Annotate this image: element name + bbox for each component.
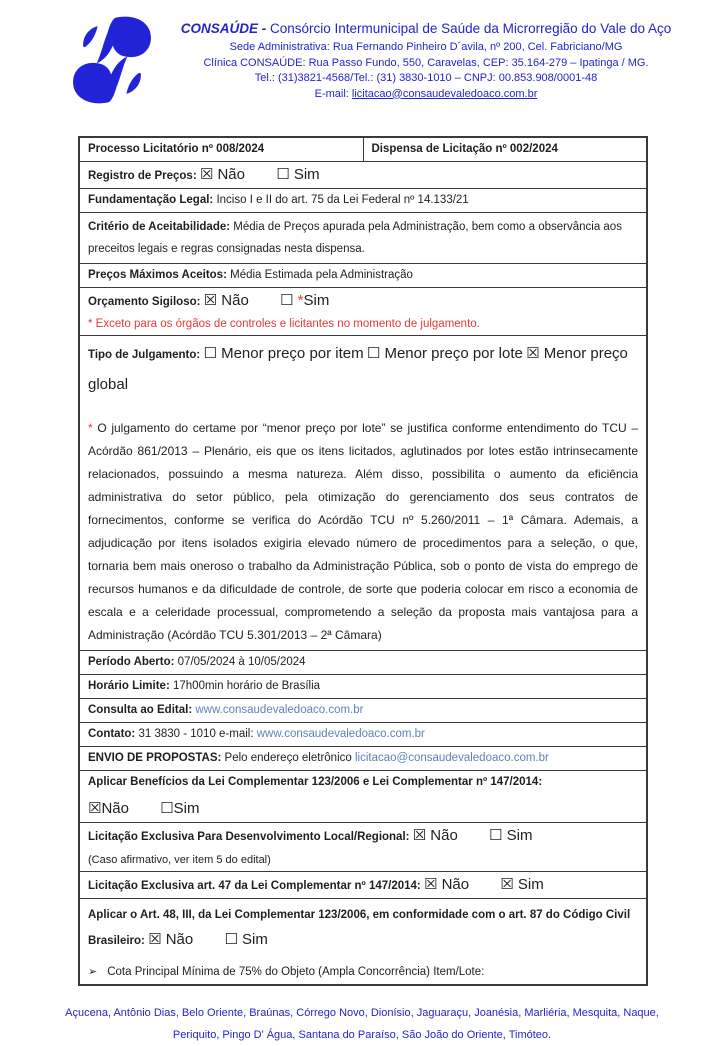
row-horario-limite: [79, 675, 647, 699]
justification-text: O julgamento do certame por “menor preço por lote” se justifica conforme entendimento do TCU – Acórdão 861/2013 – Plenário, eis que os itens licitados, aglutinados por lotes estão intrinsecamente relacionados, possuindo a mesma natureza. Além disso, possibilita o aumento da eficiência administrativa do setor público, pela otimização do gerenciamento dos seus contratos de fornecimentos, conforme se verifica do Acórdão TCU nº 5.260/2011 – 1ª Câmara. Ademais, a adjudicação por itens isolados exigiria elevado número de procedimentos para a seleção, o que, tornaria bem mais oneroso o trabalho da Administração Pública, sob o ponto de vista do emprego de recursos humanos e da dificuldade de controle, de sorte que poderia colocar em risco a economia de escala e a celeridade processual, comprometendo a seleção da proposta mais vantajosa para a Administração (Acórdão TCU 5.301/2013 – 2ª Câmara): [88, 421, 638, 642]
art48-nao-checkbox: ☒ Não: [148, 931, 194, 948]
fundamentacao-label: Fundamentação Legal:: [88, 194, 214, 206]
envio-propostas-cell: [79, 747, 647, 771]
consulta-label: Consulta ao Edital:: [88, 704, 193, 716]
justification-star: *: [88, 421, 93, 435]
orcamento-sim-checkbox: [280, 292, 329, 309]
periodo-aberto-cell: [79, 651, 647, 675]
sim-checkbox-glyph: ☐: [280, 292, 294, 309]
arrowhead-bullet-icon: ➢: [88, 966, 98, 978]
fundamentacao-value: Inciso I e II do art. 75 da Lei Federal nº 14.133/21: [216, 194, 469, 206]
beneficios-nao-checkbox: ☒Não: [88, 800, 129, 817]
dispensa-licitacao-cell: Dispensa de Licitação nº 002/2024: [363, 137, 647, 162]
art48-label: Aplicar o Art. 48, III, da Lei Complementar 123/2006, em conformidade com o art. 87 do Código Civil Brasileiro:: [88, 909, 631, 947]
row-orcamento-sigiloso: [79, 288, 647, 336]
julgamento-option-lote: ☐ Menor preço por lote: [366, 345, 523, 362]
exclusiva-local-sim-checkbox: ☐ Sim: [489, 827, 533, 844]
orcamento-sigiloso-cell: [79, 288, 647, 336]
horario-value: 17h00min horário de Brasília: [173, 680, 321, 692]
orcamento-red-note: * Exceto para os órgãos de controles e licitantes no momento de julgamento.: [88, 318, 480, 330]
exclusiva-local-note: (Caso afirmativo, ver item 5 do edital): [88, 854, 271, 866]
row-exclusiva-local: [79, 823, 647, 872]
processo-licitatorio-cell: Processo Licitatório nº 008/2024: [79, 137, 363, 162]
row-criterio-aceitabilidade: [79, 213, 647, 264]
row-registro-precos: [79, 162, 647, 189]
registro-precos-cell: [79, 162, 647, 189]
contato-cell: [79, 723, 647, 747]
row-periodo-aberto: [79, 651, 647, 675]
art48-cell: [79, 899, 647, 986]
horario-limite-cell: [79, 675, 647, 699]
consulta-edital-link[interactable]: www.consaudevaledoaco.com.br: [195, 704, 364, 716]
exclusiva-local-label: Licitação Exclusiva Para Desenvolvimento Local/Regional:: [88, 831, 410, 843]
registro-nao-checkbox: ☒ Não: [199, 166, 245, 183]
criterio-label: Critério de Aceitabilidade:: [88, 221, 231, 233]
exclusiva-art47-sim-checkbox: ☒ Sim: [500, 876, 544, 893]
art48-sim-checkbox: ☐ Sim: [224, 931, 268, 948]
row-tipo-julgamento: [79, 336, 647, 651]
consulta-edital-cell: [79, 699, 647, 723]
beneficios-options-line: [88, 799, 638, 819]
org-address-line1: Sede Administrativa: Rua Fernando Pinheiro D´avila, nº 200, Cel. Fabriciano/MG: [229, 41, 623, 53]
orcamento-options-line: [88, 291, 638, 311]
exclusiva-local-cell: [79, 823, 647, 872]
row-exclusiva-art47: [79, 872, 647, 899]
org-address-line2: Clínica CONSAÚDE: Rua Passo Fundo, 550, Caravelas, CEP: 35.164-279 – Ipatinga / MG.: [203, 56, 649, 69]
contato-site-link[interactable]: www.consaudevaledoaco.com.br: [256, 728, 425, 740]
org-phones-line: Tel.: (31)3821-4568/Tel.: (31) 3830-1010 – CNPJ: 00.853.908/0001-48: [254, 72, 598, 84]
julgamento-option-global: ☒ Menor preço global: [88, 345, 628, 393]
beneficios-cell: [79, 771, 647, 823]
org-name: CONSAÚDE -: [180, 21, 267, 36]
exclusiva-art47-label: Licitação Exclusiva art. 47 da Lei Complementar nº 147/2014:: [88, 880, 421, 892]
fundamentacao-legal-cell: [79, 189, 647, 213]
beneficios-sim-checkbox: ☐Sim: [160, 800, 200, 817]
precos-maximos-cell: [79, 264, 647, 288]
cota-principal-line: [88, 964, 638, 981]
org-email-line: [168, 87, 684, 103]
row-consulta-edital: [79, 699, 647, 723]
beneficios-label: Aplicar Benefícios da Lei Complementar 123/2006 e Lei Complementar nº 147/2014:: [88, 776, 543, 788]
tipo-julgamento-cell: [79, 336, 647, 651]
periodo-label: Período Aberto:: [88, 656, 175, 668]
envio-label: ENVIO DE PROPOSTAS:: [88, 752, 222, 764]
procurement-table: [78, 136, 648, 986]
footer-municipalities: Açucena, Antônio Dias, Belo Oriente, Braúnas, Córrego Novo, Dionísio, Jaguaraçu, Joanésia, Marliéria, Mesquita, Naque, Periquito, Pingo D' Água, Santana do Paraíso, São João do Oriente, Timóteo.: [65, 1007, 659, 1041]
envio-email-link[interactable]: licitacao@consaudevaledoaco.com.br: [354, 752, 549, 764]
envio-value: Pelo endereço eletrônico: [224, 752, 352, 764]
email-label: E-mail:: [314, 87, 349, 100]
row-processo-dispensa: [79, 137, 647, 162]
email-link[interactable]: licitacao@consaudevaledoaco.com.br: [351, 87, 538, 100]
julgamento-options-line: [88, 339, 638, 401]
julgamento-label: Tipo de Julgamento:: [88, 349, 201, 361]
letterhead-text: [168, 16, 684, 102]
row-beneficios-lc123: [79, 771, 647, 823]
contato-value: 31 3830 - 1010 e-mail:: [138, 728, 254, 740]
criterio-cell: [79, 213, 647, 264]
cota-principal-text: Cota Principal Mínima de 75% do Objeto (Ampla Concorrência) Item/Lote:: [107, 966, 485, 978]
periodo-value: 07/05/2024 à 10/05/2024: [177, 656, 306, 668]
horario-label: Horário Limite:: [88, 680, 170, 692]
precos-maximos-label: Preços Máximos Aceitos:: [88, 269, 227, 281]
criterio-value: Média de Preços apurada pela Administração, bem como a observância aos preceitos legais e regras consignadas nesta dispensa.: [88, 221, 622, 255]
row-art48: [79, 899, 647, 986]
orcamento-label: Orçamento Sigiloso:: [88, 296, 201, 308]
row-precos-maximos: [79, 264, 647, 288]
sim-star: *: [297, 292, 304, 309]
org-description: Consórcio Intermunicipal de Saúde da Microrregião do Vale do Aço: [270, 21, 672, 36]
registro-sim-checkbox: ☐ Sim: [276, 166, 320, 183]
exclusiva-art47-cell: [79, 872, 647, 899]
julgamento-justification: [88, 417, 638, 647]
registro-precos-label: Registro de Preços:: [88, 170, 197, 182]
letterhead: [0, 0, 724, 104]
contato-label: Contato:: [88, 728, 136, 740]
sim-text: Sim: [303, 292, 330, 309]
julgamento-option-item: ☐ Menor preço por item: [203, 345, 364, 362]
row-envio-propostas: [79, 747, 647, 771]
exclusiva-art47-nao-checkbox: ☒ Não: [423, 876, 470, 893]
orcamento-nao-checkbox: ☒ Não: [203, 292, 249, 309]
consaude-logo-icon: [56, 16, 168, 104]
exclusiva-local-line: [88, 826, 638, 846]
org-title: [168, 20, 684, 37]
row-fundamentacao-legal: [79, 189, 647, 213]
row-contato: [79, 723, 647, 747]
precos-maximos-value: Média Estimada pela Administração: [230, 269, 413, 281]
exclusiva-local-nao-checkbox: ☒ Não: [412, 827, 458, 844]
